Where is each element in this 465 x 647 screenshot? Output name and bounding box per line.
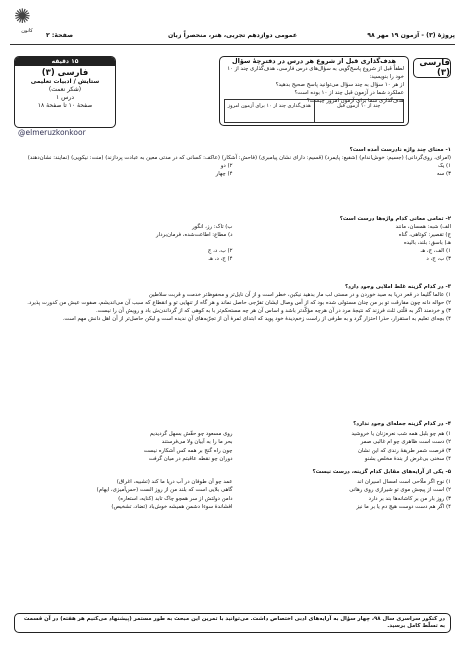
q3-option-2[interactable]: ۲) حواله دانه چون مفارقت تو بر من چنان مستولی شده بود که از آس وصال ایشان تفرّجی حاصل نماند و هر گاه از تنهایی تو و انقطاع که سبب آن می‌اندیشم، صفوت عیش من کدورت پذیرد. — [27, 300, 451, 306]
subject-title-box: فارسی (۳) — [413, 58, 451, 78]
star-emblem-icon: ✺ — [14, 4, 31, 28]
q5-option-3-first-hemistich: ۳) روز بار من بر کاشانه‌ها بند بر دارد — [368, 495, 451, 502]
goal-line-3: عملکرد شما در آزمون قبل چند از ۱۰ بوده است؟ — [294, 90, 404, 96]
goal-table-today[interactable]: هدف‌گذاری چند از ۱۰ برای آزمون امروز — [227, 103, 311, 109]
q5-option-1-first-hemistich: ۱) نوح اگر ملّاحی است امسال اسیران اند — [357, 479, 451, 485]
goal-table — [224, 99, 404, 123]
q3-option-1[interactable]: ۱) عالما گلیما در قعر دریا به صید خوردن و در مستی لب مار بدهید نیکین، خطر است و از آن نایل‌تر و محفوظ‌تر خدمت و قربت سلاطین — [148, 292, 451, 298]
q1-option-1[interactable]: ۱) یک — [437, 163, 451, 169]
lesson-pages: صفحهٔ ۱۰ تا صفحهٔ ۱۸ — [37, 102, 93, 109]
time-badge: ۱۵ دقیقه — [15, 57, 115, 66]
q5-option-2[interactable] — [14, 486, 451, 494]
q5-option-1[interactable] — [14, 478, 451, 486]
q4-option-3[interactable] — [14, 447, 451, 455]
q4-option-4-second-hemistich: دوران چو نقطه عاقبتم در میان گرفت — [148, 455, 233, 462]
q2-item-e: هـ) باسق: بلند، بالیده — [403, 240, 451, 246]
header-exam-info: پروژهٔ (۳) - آزمون ۱۹ مهر ۹۸ — [367, 31, 455, 39]
question-2-stem: ۲- تمامی معانی کدام واژه‌ها درست است؟ — [339, 216, 451, 222]
q2-item-d: د) مطاع: اطاعت‌شده، فرمان‌بردار — [156, 232, 233, 238]
q4-option-3-second-hemistich: چون راه گنج بر همه کس آشکاره نیست — [143, 447, 233, 454]
q2-item-a: الف) شبه: همسان، مانند — [395, 224, 451, 230]
goal-setting-box — [219, 56, 409, 126]
goal-title: هدف‌گذاری قبل از شروع هر درس در دفترچهٔ سؤال — [232, 57, 396, 65]
question-2 — [14, 215, 451, 263]
lesson-number: درس ۱ — [55, 94, 75, 101]
q1-option-4[interactable]: ۴) چهار — [215, 171, 233, 177]
q4-option-4[interactable] — [14, 455, 451, 463]
question-3-stem: ۳- در کدام گزینه غلط املایی وجود دارد؟ — [345, 284, 451, 290]
channel-watermark: @elmeruzkonkoor — [18, 128, 86, 137]
q2-item-b: ب) تاک: رز، انگور — [192, 224, 233, 230]
question-1-stem: ۱- معنای چند واژه نادرست آمده است؟ — [349, 147, 451, 153]
q4-option-2[interactable] — [14, 438, 451, 446]
question-3 — [14, 283, 451, 323]
q5-option-2-second-hemistich: گاهی بلایی است که بلند من از روز الست (حس‌آمیزی، ایهام) — [96, 487, 233, 494]
q1-option-3[interactable]: ۳) سه — [436, 171, 451, 177]
q4-option-2-first-hemistich: ۲) دست است ظاهری چو ام غالبی صمر — [360, 439, 451, 446]
q4-option-4-first-hemistich: ۴) سخنی بی‌غرض از بندهٔ مخلص بشنو — [364, 455, 451, 462]
question-2-items — [14, 223, 451, 247]
q3-option-3[interactable]: ۳) و خردمند اگر به قلّتی ثلث فرزند که نتیجهٔ مرد در آن هرچه مؤکّدتر باشد و اساس آن هر چه مستحکم‌تر با به کوهی که از گرداندن‌ش باد و رویش آن را نیست. — [95, 308, 451, 314]
q2-option-3[interactable]: ۳) ب، ج، د — [426, 256, 451, 262]
q5-option-4[interactable] — [14, 503, 451, 511]
question-2-options — [14, 247, 451, 263]
question-1 — [14, 146, 451, 178]
q2-option-1[interactable]: ۱) الف، ج، هـ — [420, 248, 451, 254]
goal-line-1: لطفاً قبل از شروع پاسخ‌گویی به سؤال‌های درس فارسی، هدف‌گذاری چند از ۱۰ خود را بنویسید: — [227, 66, 404, 80]
question-1-options — [14, 162, 451, 178]
logo-text: کانون — [21, 28, 33, 34]
header-page-number: صفحهٔ: ۲ — [46, 31, 74, 39]
q4-option-2-second-hemistich: بحر ما را به آبیان ولا می‌فرستند — [161, 439, 233, 446]
question-5 — [14, 468, 451, 476]
goal-line-2: از هر ۱۰ سؤال به چند سؤال می‌توانید پاسخ صحیح بدهید؟ — [275, 82, 404, 88]
question-1-body: (امرای، روی‌گردانی) (جسیم: خوش‌اندام) (شفیع: پایمرد) (قسیم: دارای نشان پیامبری) (فاحش: آشکار) (عاکف: کسانی که در مدتی معین به عبادت پردازند) (منت: نیکویی) (نمایند: نشان‌دهند) — [27, 155, 451, 161]
q4-option-1-second-hemistich: روی مسعود چو حقّش بسهل گردیدیم — [149, 431, 233, 437]
question-5-stem: ۵- یکی از آرایه‌های مقابل کدام گزینه، درست نیست؟ — [312, 469, 451, 475]
q2-option-4[interactable]: ۴) ج، د، هـ — [208, 256, 233, 262]
q1-option-2[interactable]: ۲) دو — [220, 163, 233, 169]
tip-box: در کنکور سراسری سال ۹۸، چهار سؤال به آرایه‌های ادبی اختصاص داشت. می‌توانید با تمرین این مبحث به طور مستمر (پیشنهاد می‌کنیم هر هفته) در آن قسمت به تسلّط کامل برسید. — [14, 613, 451, 633]
q5-option-4-second-hemistich: افشاندهٔ سوءا دشمن همیشه خوش‌باد (تضاد، تشخیص) — [111, 503, 233, 510]
lesson-subject: فارسی (۳) — [41, 68, 89, 78]
q2-option-2[interactable]: ۲) ب، د، ج — [207, 248, 233, 254]
question-4 — [14, 420, 451, 428]
q5-option-1-second-hemistich: عمد چو آن طوفان در آب دریا ما کند (تشبیه، اغراق) — [116, 479, 233, 485]
goal-table-previous[interactable]: چند از ۱۰ آزمون قبل — [314, 100, 404, 122]
question-5-options — [14, 478, 451, 511]
lesson-info-box — [14, 56, 116, 128]
q4-option-1-first-hemistich: ۱) هم چو بلبل همه شب نعره‌زنان یا خروشید — [351, 431, 451, 437]
lesson-topic: ستایش / ادبیات تعلیمی — [30, 78, 100, 85]
q5-option-3[interactable] — [14, 495, 451, 503]
q5-option-4-first-hemistich: ۴) اگر هم دست دوست هیچ دم یا بر ما نیز — [356, 503, 451, 510]
question-4-stem: ۴- در کدام گزینه جمله‌ای وجود ندارد؟ — [353, 421, 451, 427]
header-course: عمومی دوازدهم تجربی، هنر، منحصراً زبان — [167, 31, 298, 39]
q5-option-2-first-hemistich: ۲) است از پیچش موی تو شیرازی روی رهانی — [349, 487, 451, 494]
goal-line-4: هدف‌گذاری شما برای آزمون امروز چیست؟ — [306, 98, 404, 104]
q4-option-1[interactable] — [14, 430, 451, 438]
lesson-subtopic: (شکر نعمت) — [48, 86, 82, 93]
q3-option-4[interactable]: ۴) بچه‌ای تعلیم به استقرار، حذرا احتزار گرد و به طرفی از راست زخم‌دیدهٔ خود پوید که ابتدای ثمرهٔ آن از تجرّبه‌های آنِ ندیده است و لیکن حاصل‌تر از آن اهل دانش مهم است. — [62, 316, 451, 322]
question-4-options — [14, 430, 451, 463]
q2-item-c: ج) تقصیر: کوتاهی، گناه — [398, 232, 451, 238]
header-rule — [10, 44, 455, 45]
page-header — [10, 28, 455, 42]
q5-option-3-second-hemistich: دامن دولتش از سر همچو چاک تابد (کنایه، استعاره) — [118, 495, 233, 502]
q4-option-3-first-hemistich: ۳) فرصت شمر طریقهٔ رندی که این نشان — [357, 447, 451, 454]
